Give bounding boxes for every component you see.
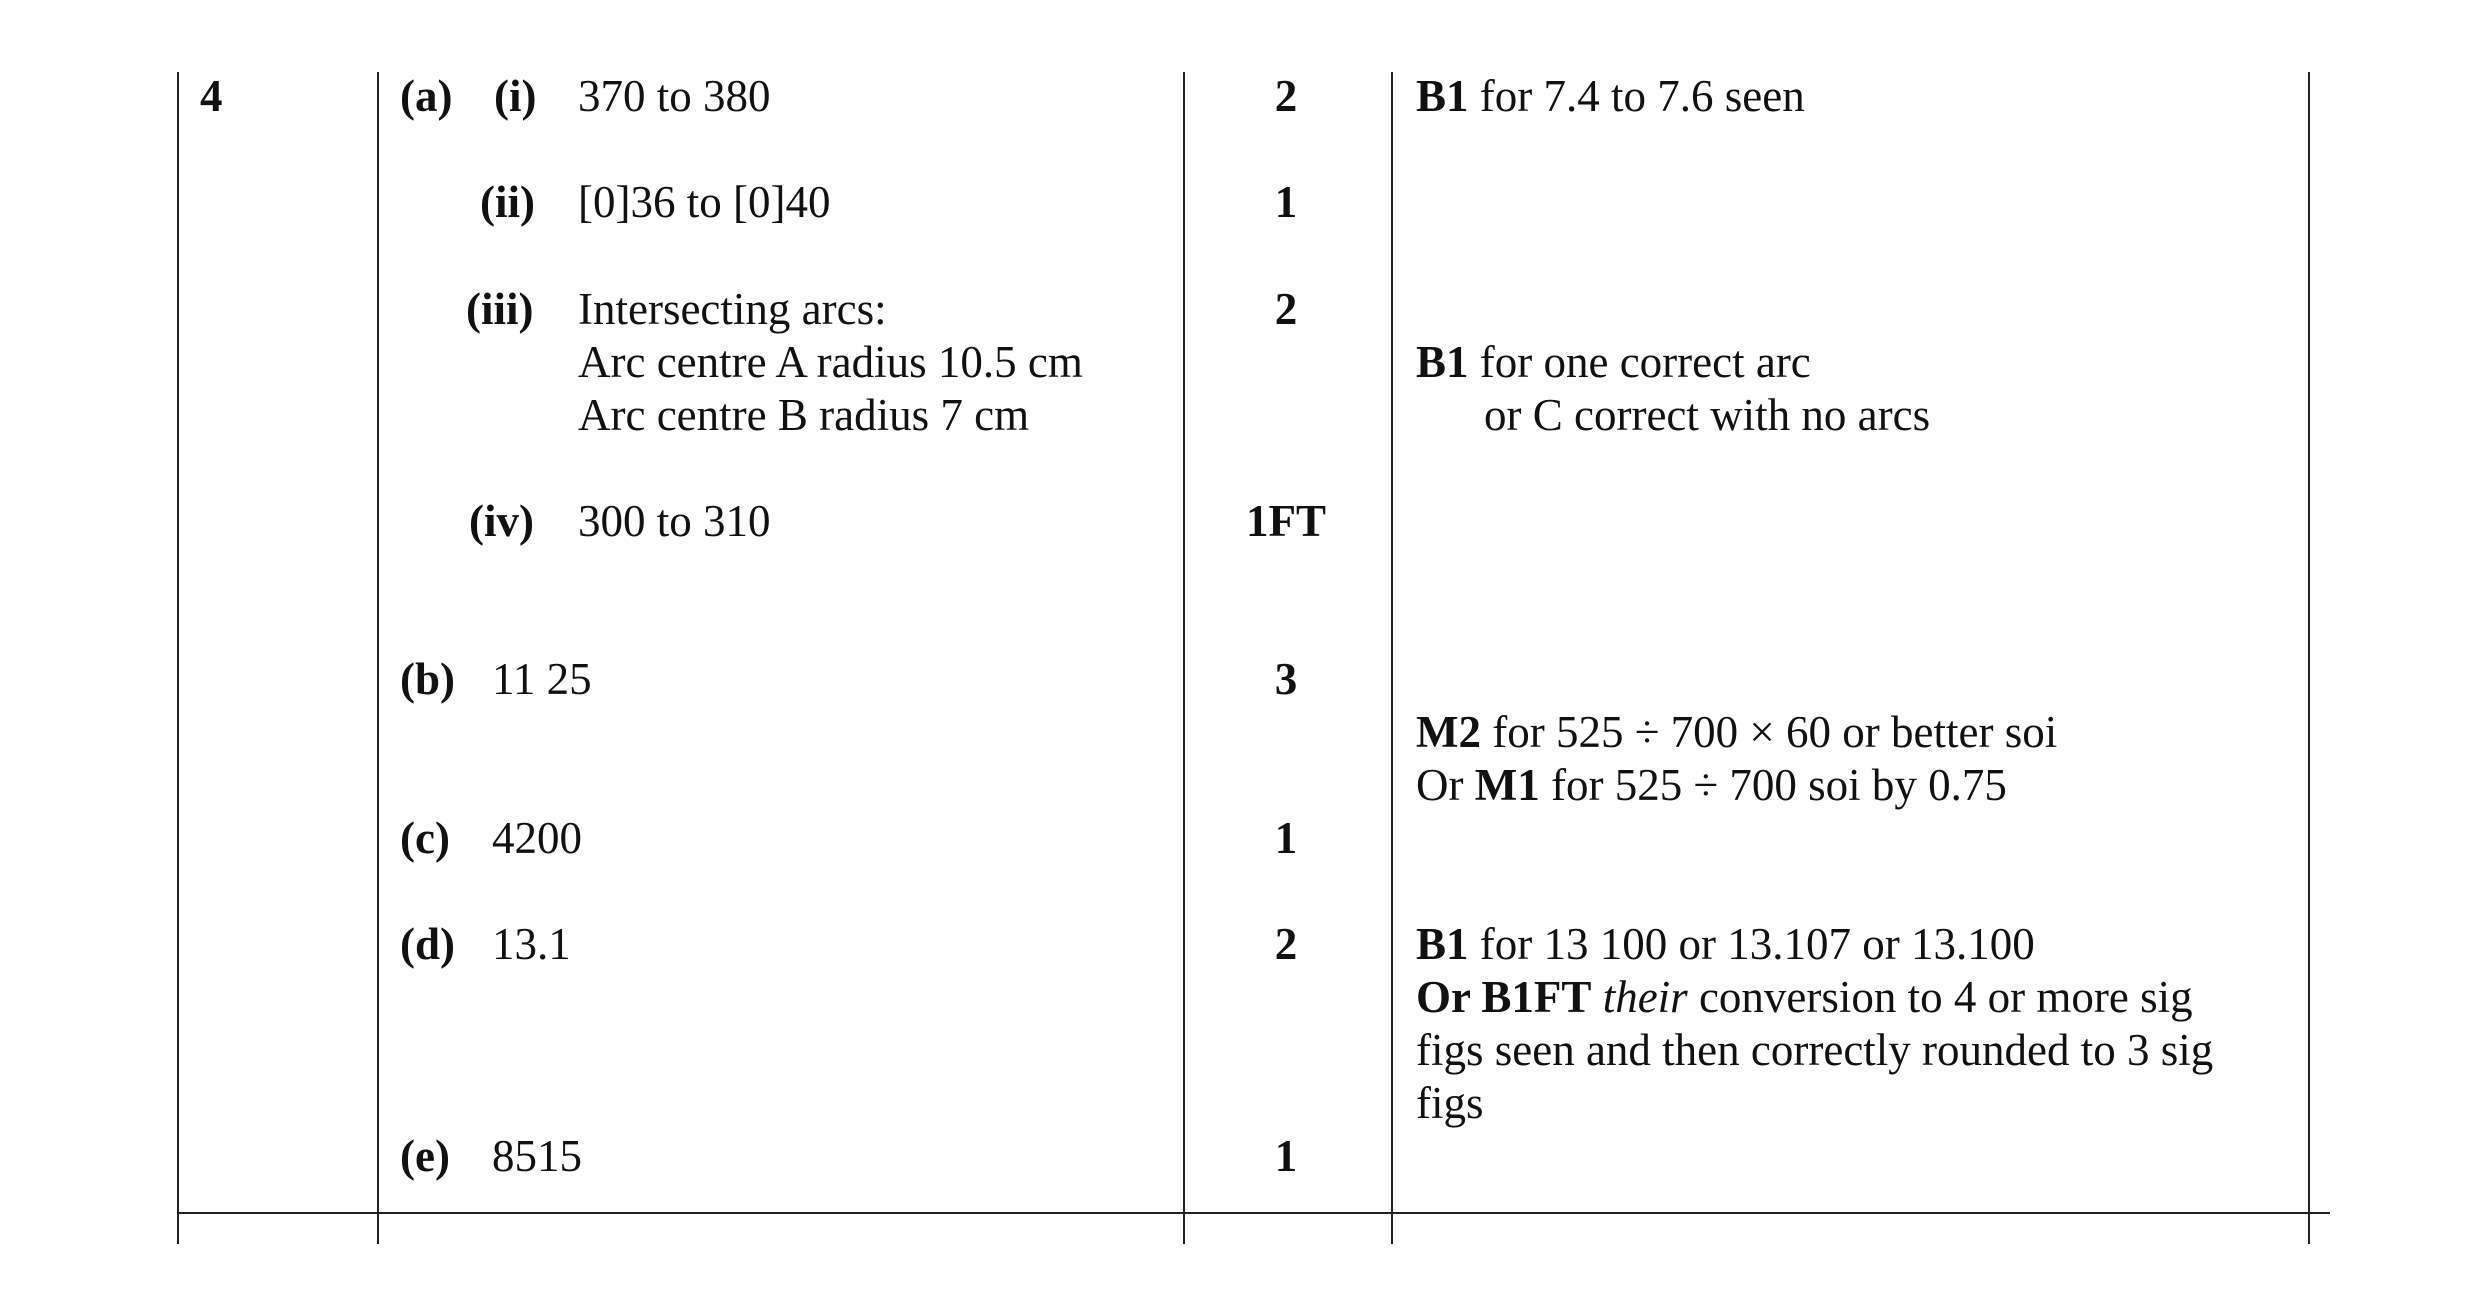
mark-code: M1 [1474,760,1540,810]
part-b-note-1 [1416,706,2057,759]
part-b-label: (b) [400,654,455,704]
note-text: conversion to 4 or more sig [1687,972,2193,1022]
note-emphasis: their [1602,972,1688,1022]
note-text: for 13 100 or 13.107 or 13.100 [1468,919,2035,969]
table-border-left [177,72,179,1244]
part-e-marks: 1 [1274,1131,1298,1181]
part-a-iii-label: (iii) [466,284,534,334]
part-a-iii-note-1 [1416,336,1811,389]
part-a-label: (a) [400,71,453,121]
part-c-label: (c) [400,813,450,863]
question-number: 4 [200,71,223,121]
mark-code: B1 [1416,337,1469,387]
part-a-iii-answer-line-3: Arc centre B radius 7 cm [578,390,1030,440]
part-a-i-label: (i) [494,71,537,121]
table-bottom-rule [178,1212,2330,1214]
part-d-note-1 [1416,918,2035,971]
column-divider-notes [1391,72,1393,1244]
mark-code: M2 [1416,707,1481,757]
part-c-marks: 1 [1274,813,1298,863]
part-a-iii-answer-line-2: Arc centre A radius 10.5 cm [578,337,1083,387]
part-a-iii-answer-line-1: Intersecting arcs: [578,284,887,334]
part-c-answer: 4200 [492,813,582,863]
part-a-iii-note-2: or C correct with no arcs [1484,390,1931,440]
part-d-label: (d) [400,919,455,969]
part-e-label: (e) [400,1131,450,1181]
note-text: for 525 ÷ 700 × 60 or better soi [1480,707,2058,757]
part-d-note-4: figs [1416,1078,1484,1128]
part-a-iii-marks: 2 [1274,284,1298,334]
part-a-ii-answer: [0]36 to [0]40 [578,177,831,227]
part-b-marks: 3 [1274,654,1298,704]
note-text: for 7.4 to 7.6 seen [1468,71,1805,121]
mark-code: B1 [1416,71,1469,121]
note-text: for one correct arc [1468,337,1811,387]
part-b-note-2 [1416,759,2007,812]
part-b-answer: 11 25 [492,654,592,704]
part-a-i-marks: 2 [1274,71,1298,121]
note-text: for 525 ÷ 700 soi by 0.75 [1539,760,2007,810]
part-a-iv-marks: 1FT [1245,496,1326,546]
part-a-i-note [1416,70,1805,123]
mark-code: Or B1FT [1416,972,1592,1022]
part-d-answer: 13.1 [492,919,571,969]
part-a-i-answer: 370 to 380 [578,71,771,121]
part-e-answer: 8515 [492,1131,582,1181]
part-d-marks: 2 [1274,919,1298,969]
part-a-iv-answer: 300 to 310 [578,496,771,546]
part-a-ii-marks: 1 [1274,177,1298,227]
column-divider-answer [377,72,379,1244]
mark-code: B1 [1416,919,1469,969]
part-a-ii-label: (ii) [480,177,535,227]
part-a-iv-label: (iv) [469,496,534,546]
table-border-right [2308,72,2310,1244]
part-d-note-3: figs seen and then correctly rounded to 3 sig [1416,1025,2214,1075]
part-d-note-2 [1416,971,2193,1024]
note-prefix: Or [1416,760,1475,810]
